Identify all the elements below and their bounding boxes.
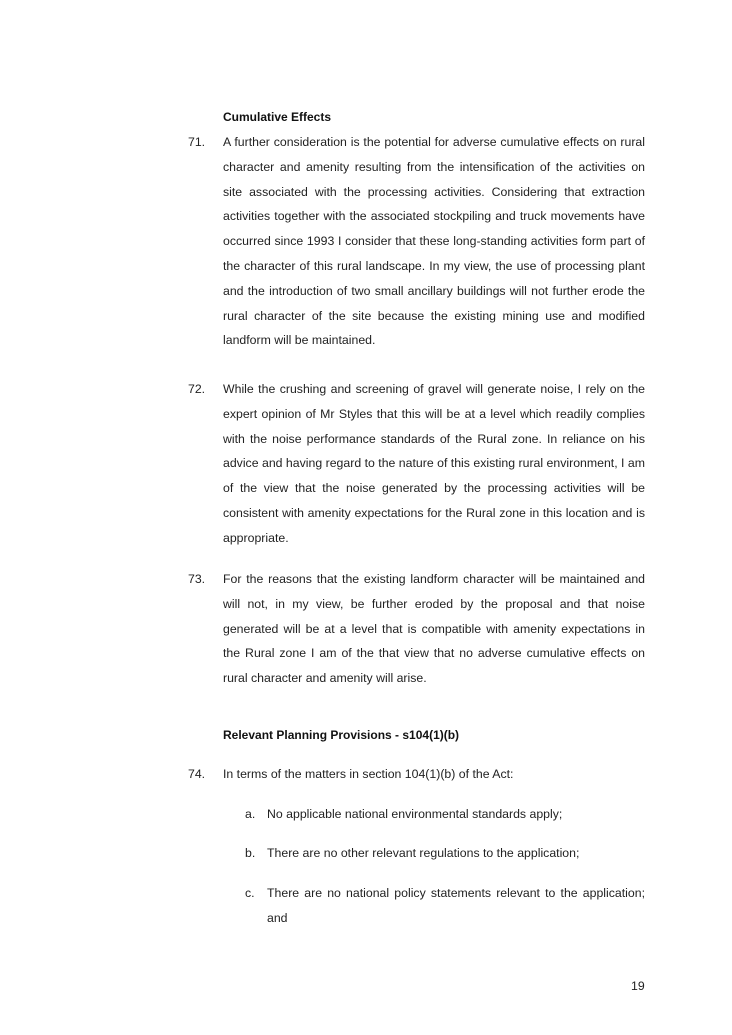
sub-item-letter-c: c.	[245, 886, 255, 900]
paragraph-number-73: 73.	[188, 572, 206, 586]
paragraph-71-text: A further consideration is the potential for adverse cumulative effects on rural character and amenity resulting from the intensification of the activities on site associated with the processing activities. Considering that extraction activities together with the associated stockpiling and truck movements have occurred since 1993 I consider that these long-standing activities form part of the character of this rural landscape. In my view, the use of processing plant and the introduction of two small ancillary buildings will not further erode the rural character of the site because the existing mining use and modified landform will be maintained.	[223, 135, 645, 348]
paragraph-72-text: While the crushing and screening of gravel will generate noise, I rely on the expert opinion of Mr Styles that this will be at a level which readily complies with the noise performance standards of the Rural zone. In reliance on his advice and having regard to the nature of this existing rural environment, I am of the view that the noise generated by the processing activities will be consistent with amenity expectations for the Rural zone in this location and is appropriate.	[223, 382, 645, 545]
sub-item-c-text: There are no national policy statements relevant to the application; and	[267, 886, 645, 925]
sub-item-letter-b: b.	[245, 846, 256, 860]
paragraph-number-72: 72.	[188, 382, 206, 396]
sub-item-letter-a: a.	[245, 807, 256, 821]
paragraph-number-71: 71.	[188, 135, 206, 149]
sub-item-a-text: No applicable national environmental standards apply;	[267, 807, 563, 821]
section-heading-cumulative-effects: Cumulative Effects	[223, 110, 332, 124]
page-number: 19	[631, 979, 645, 993]
paragraph-74-text: In terms of the matters in section 104(1)(b) of the Act:	[223, 767, 514, 781]
paragraph-73-text: For the reasons that the existing landform character will be maintained and will not, in my view, be further eroded by the proposal and that noise generated will be at a level that is compatible with amenity expectations in the Rural zone I am of the that view that no adverse cumulative effects on rural character and amenity will arise.	[223, 572, 645, 686]
sub-item-b-text: There are no other relevant regulations to the application;	[267, 846, 580, 860]
paragraph-number-74: 74.	[188, 767, 206, 781]
section-heading-relevant-planning-provisions: Relevant Planning Provisions - s104(1)(b)	[223, 728, 460, 742]
